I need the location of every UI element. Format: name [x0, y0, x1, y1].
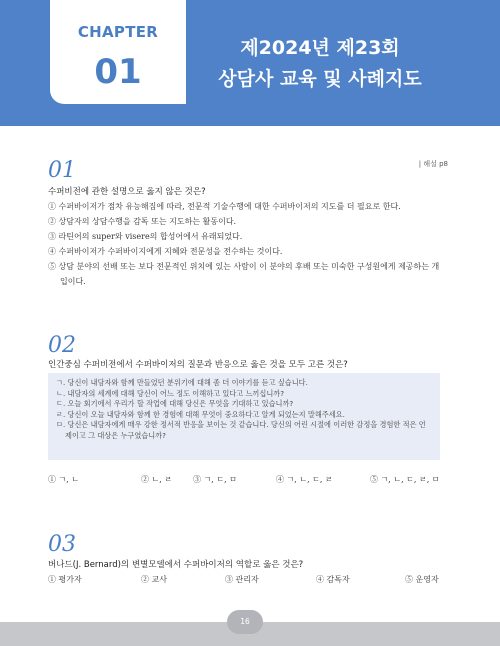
- option-01-3: ③ 라틴어의 super와 visere의 합성어에서 유래되었다.: [48, 232, 243, 241]
- statement-4: ㄹ. 당신이 오늘 내담자와 함께 한 경험에 대해 무엇이 중요하다고 알게 되었는지 말해주세요.: [56, 409, 345, 419]
- option-01-2: ② 상담자의 상담수행을 감독 또는 지도하는 활동이다.: [48, 217, 237, 226]
- statement-1: ㄱ. 당신이 내담자와 함께 만들었던 분위기에 대해 좀 더 이야기를 듣고 싶습니다.: [56, 378, 308, 387]
- chapter-label: CHAPTER: [77, 23, 159, 41]
- choice-02-1: ① ㄱ, ㄴ: [48, 475, 80, 484]
- chapter-title-line1: 제2024년 제23회: [240, 37, 400, 59]
- option-01-1: ① 수퍼바이저가 점차 유능해짐에 따라, 전문적 기술수행에 대한 수퍼바이저의 지도를 더 필요로 한다.: [48, 202, 401, 211]
- question-stem-02: 인간중심 수퍼비전에서 수퍼바이저의 질문과 반응으로 옳은 것을 모두 고른 것은?: [48, 360, 348, 370]
- question-number-01: 01: [48, 158, 76, 183]
- question-stem-03: 버나드(J. Bernard)의 변별모델에서 수퍼바이저의 역할로 옳은 것은?: [48, 560, 304, 570]
- option-01-5: ⑤ 상담 분야의 선배 또는 보다 전문적인 위치에 있는 사람이 이 분야의 후배 또는 미숙한 구성원에게 제공하는 개입이다.: [48, 262, 440, 286]
- question-number-02: 02: [48, 333, 76, 358]
- choice-03-3: ③ 관리자: [225, 575, 259, 584]
- chapter-title-line2: 상담사 교육 및 사례지도: [218, 68, 422, 90]
- chapter-title: [190, 33, 450, 95]
- page-number: 16: [227, 610, 263, 634]
- question-stem-01: 수퍼비전에 관한 설명으로 옳지 않은 것은?: [48, 187, 206, 197]
- option-01-4: ④ 수퍼바이저가 수퍼바이지에게 지혜와 전문성을 전수하는 것이다.: [48, 247, 283, 256]
- chapter-number: 01: [94, 52, 142, 92]
- choice-02-4: ④ ㄱ, ㄴ, ㄷ, ㄹ: [276, 475, 333, 484]
- chapter-tab: [50, 0, 186, 104]
- statement-2: ㄴ. 내담자의 세계에 대해 당신이 어느 정도 이해하고 있다고 느끼십니까?: [56, 388, 285, 398]
- answer-reference: | 해설 p8: [418, 160, 448, 168]
- choice-03-2: ② 교사: [141, 575, 167, 584]
- option-list-01: [48, 199, 444, 289]
- statement-5: ㅁ. 당신은 내담자에게 매우 강한 정서적 반응을 보이는 것 같습니다. 당신의 어린 시절에 이러한 감정을 경험한 적은 언제이고 그 대상은 누구였습니까?: [56, 420, 426, 440]
- choice-03-1: ① 평가자: [48, 575, 82, 584]
- choice-03-4: ④ 감독자: [316, 575, 350, 584]
- choice-02-3: ③ ㄱ, ㄷ, ㅁ: [193, 475, 237, 484]
- statement-box: [48, 373, 440, 460]
- question-number-03: 03: [48, 532, 76, 557]
- statement-3: ㄷ. 오늘 회기에서 우리가 할 작업에 대해 당신은 무엇을 기대하고 있습니까?: [56, 399, 294, 408]
- choice-02-5: ⑤ ㄱ, ㄴ, ㄷ, ㄹ, ㅁ: [370, 475, 440, 484]
- choice-02-2: ② ㄴ, ㄹ: [141, 475, 173, 484]
- choice-03-5: ⑤ 운영자: [405, 575, 439, 584]
